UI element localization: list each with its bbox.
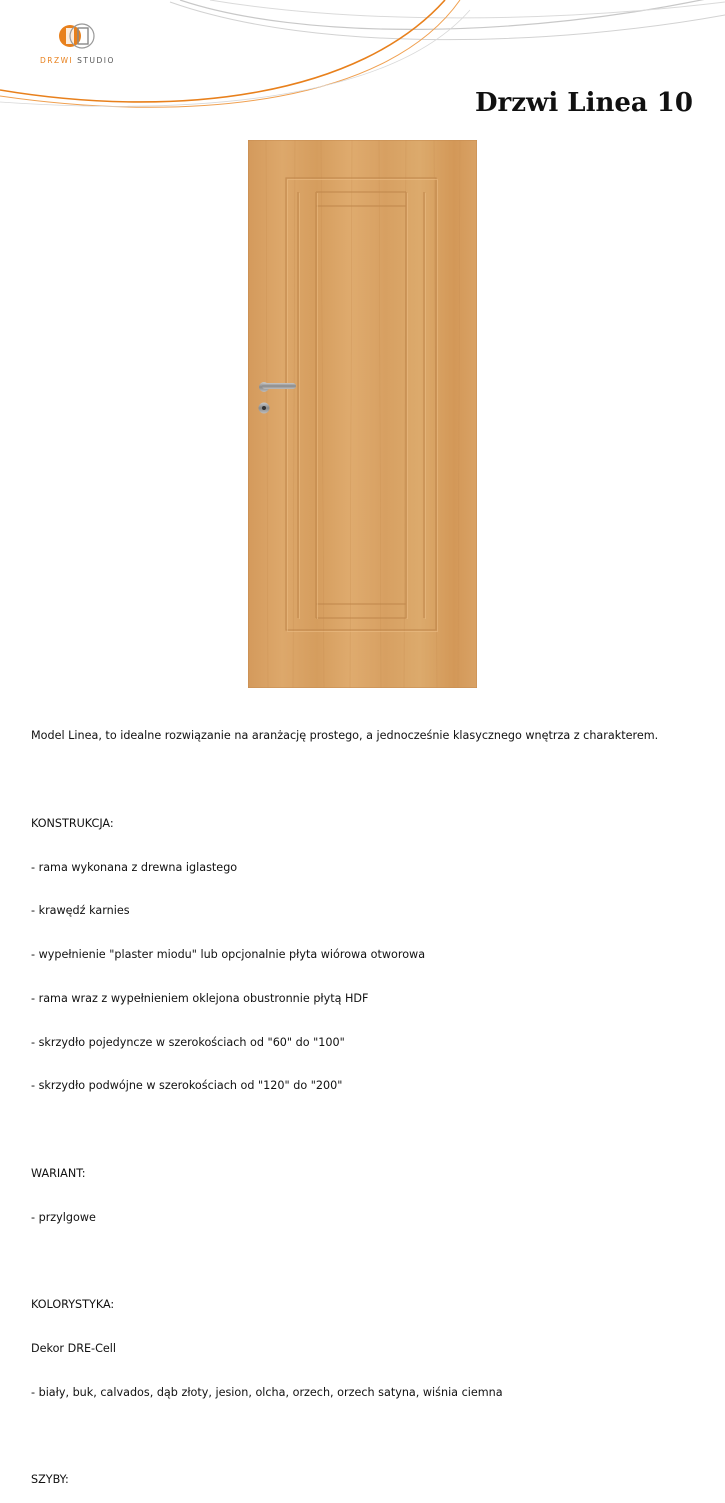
construction-item: - krawędź karnies: [31, 904, 130, 918]
construction-item: - rama wykonana z drewna iglastego: [31, 860, 238, 874]
brand-logo: [36, 20, 136, 70]
variant-heading: WARIANT:: [31, 1167, 86, 1180]
product-description: [31, 700, 711, 1503]
construction-item: - rama wraz z wypełnieniem oklejona obustronnie płytą HDF: [31, 991, 369, 1005]
keyhole-icon: [259, 403, 270, 414]
door-image: [248, 140, 477, 688]
variant-item: - przylgowe: [31, 1210, 96, 1224]
colors-subheading: Dekor DRE-Cell: [31, 1342, 116, 1356]
construction-item: - skrzydło pojedyncze w szerokościach od "60" do "100": [31, 1035, 345, 1049]
brand-name-part-b: STUDIO: [77, 56, 115, 65]
colors-item: - biały, buk, calvados, dąb złoty, jesion, olcha, orzech, orzech satyna, wiśnia ciemna: [31, 1385, 503, 1399]
construction-heading: KONSTRUKCJA:: [31, 816, 114, 830]
intro-text: Model Linea, to idealne rozwiązanie na aranżację prostego, a jednocześnie klasycznego wnętrza z charakterem.: [31, 729, 659, 743]
construction-item: - skrzydło podwójne w szerokościach od "120" do "200": [31, 1079, 343, 1093]
glass-heading: SZYBY:: [31, 1473, 69, 1487]
brand-name: [40, 56, 140, 65]
colors-heading: KOLORYSTYKA:: [31, 1298, 115, 1312]
brand-name-part-a: DRZWI: [40, 56, 74, 65]
page-title: Drzwi Linea 10: [474, 88, 693, 118]
door-frame-logo-icon: [58, 20, 98, 52]
construction-item: - wypełnienie "plaster miodu" lub opcjonalnie płyta wiórowa otworowa: [31, 948, 426, 962]
